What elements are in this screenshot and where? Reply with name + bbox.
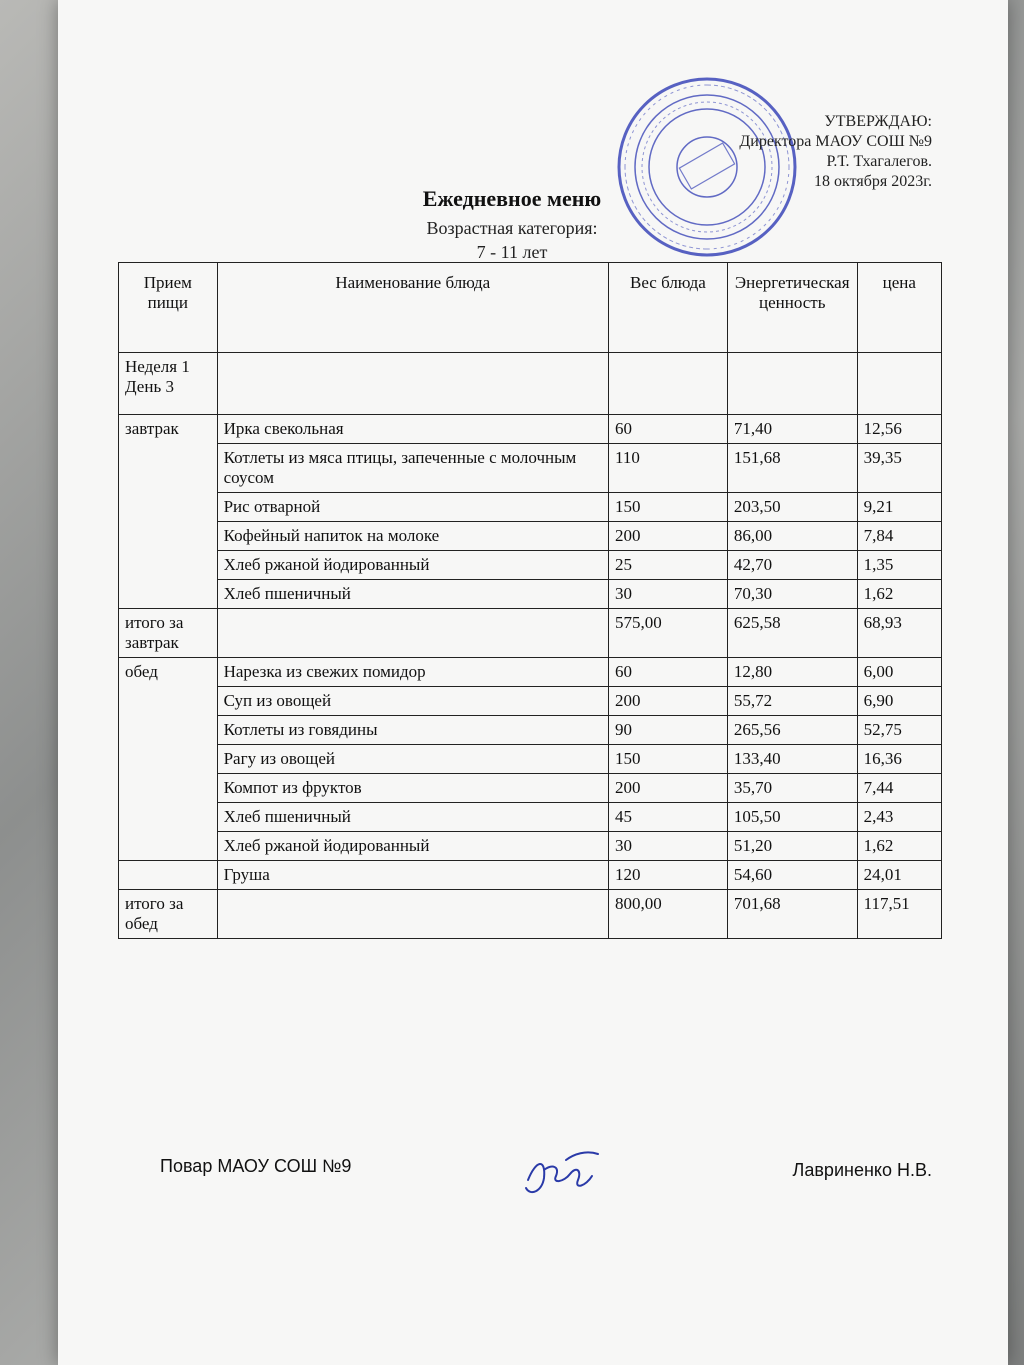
dish-name: Котлеты из мяса птицы, запеченные с молочным соусом xyxy=(217,444,608,493)
header-energy: Энергетическая ценность xyxy=(727,263,857,353)
age-category xyxy=(0,216,1024,264)
age-category-label: Возрастная категория: xyxy=(426,218,598,238)
dish-weight: 200 xyxy=(608,687,727,716)
approval-date: 18 октября 2023г. xyxy=(814,173,932,190)
dish-name: Хлеб ржаной йодированный xyxy=(217,551,608,580)
dish-energy: 35,70 xyxy=(727,774,857,803)
breakfast-label: завтрак xyxy=(119,415,218,609)
header-meal: Прием пищи xyxy=(119,263,218,353)
cook-name: Лавриненко Н.В. xyxy=(792,1160,932,1180)
breakfast-total-price: 68,93 xyxy=(857,609,941,658)
dish-weight: 120 xyxy=(608,861,727,890)
dish-weight: 30 xyxy=(608,832,727,861)
table-row xyxy=(119,658,942,687)
dish-energy: 265,56 xyxy=(727,716,857,745)
dish-weight: 200 xyxy=(608,774,727,803)
breakfast-total-energy: 625,58 xyxy=(727,609,857,658)
lunch-total-price: 117,51 xyxy=(857,890,941,939)
table-row xyxy=(119,522,942,551)
dish-name: Кофейный напиток на молоке xyxy=(217,522,608,551)
table-row xyxy=(119,774,942,803)
table-header-row xyxy=(119,263,942,353)
dish-weight: 200 xyxy=(608,522,727,551)
dish-energy: 133,40 xyxy=(727,745,857,774)
table-row xyxy=(119,803,942,832)
extra-row xyxy=(119,861,942,890)
dish-price: 16,36 xyxy=(857,745,941,774)
lunch-total-label: итого за обед xyxy=(119,890,218,939)
table-row xyxy=(119,687,942,716)
dish-price: 24,01 xyxy=(857,861,941,890)
table-row xyxy=(119,832,942,861)
dish-price: 12,56 xyxy=(857,415,941,444)
age-category-value: 7 - 11 лет xyxy=(476,242,548,262)
approval-position: Директора МАОУ СОШ №9 xyxy=(739,133,932,150)
menu-table xyxy=(118,262,942,939)
header-dish: Наименование блюда xyxy=(217,263,608,353)
lunch-total-energy: 701,68 xyxy=(727,890,857,939)
dish-weight: 60 xyxy=(608,415,727,444)
cook-position: Повар МАОУ СОШ №9 xyxy=(160,1156,352,1176)
table-row xyxy=(119,716,942,745)
lunch-total-weight: 800,00 xyxy=(608,890,727,939)
dish-weight: 45 xyxy=(608,803,727,832)
header-price: цена xyxy=(857,263,941,353)
breakfast-total-row xyxy=(119,609,942,658)
table-row xyxy=(119,580,942,609)
dish-weight: 90 xyxy=(608,716,727,745)
dish-energy: 71,40 xyxy=(727,415,857,444)
dish-name: Груша xyxy=(217,861,608,890)
dish-name: Ирка свекольная xyxy=(217,415,608,444)
dish-price: 1,62 xyxy=(857,832,941,861)
dish-weight: 150 xyxy=(608,493,727,522)
dish-energy: 12,80 xyxy=(727,658,857,687)
dish-energy: 70,30 xyxy=(727,580,857,609)
lunch-total-row xyxy=(119,890,942,939)
dish-energy: 151,68 xyxy=(727,444,857,493)
dish-price: 9,21 xyxy=(857,493,941,522)
dish-energy: 203,50 xyxy=(727,493,857,522)
dish-weight: 60 xyxy=(608,658,727,687)
dish-price: 39,35 xyxy=(857,444,941,493)
dish-name: Котлеты из говядины xyxy=(217,716,608,745)
dish-energy: 105,50 xyxy=(727,803,857,832)
dish-name: Рис отварной xyxy=(217,493,608,522)
dish-energy: 54,60 xyxy=(727,861,857,890)
dish-weight: 30 xyxy=(608,580,727,609)
dish-energy: 42,70 xyxy=(727,551,857,580)
week-day-row xyxy=(119,353,942,415)
week-day-label: Неделя 1 День 3 xyxy=(119,353,218,415)
lunch-label: обед xyxy=(119,658,218,861)
dish-weight: 150 xyxy=(608,745,727,774)
dish-name: Хлеб пшеничный xyxy=(217,803,608,832)
dish-price: 7,44 xyxy=(857,774,941,803)
dish-price: 52,75 xyxy=(857,716,941,745)
breakfast-total-label: итого за завтрак xyxy=(119,609,218,658)
dish-weight: 110 xyxy=(608,444,727,493)
table-row xyxy=(119,551,942,580)
header-weight: Вес блюда xyxy=(608,263,727,353)
dish-energy: 51,20 xyxy=(727,832,857,861)
dish-name: Нарезка из свежих помидор xyxy=(217,658,608,687)
dish-energy: 55,72 xyxy=(727,687,857,716)
dish-name: Рагу из овощей xyxy=(217,745,608,774)
breakfast-total-weight: 575,00 xyxy=(608,609,727,658)
table-row xyxy=(119,493,942,522)
dish-name: Хлеб пшеничный xyxy=(217,580,608,609)
document-title: Ежедневное меню xyxy=(422,186,602,211)
dish-price: 2,43 xyxy=(857,803,941,832)
approval-block xyxy=(739,112,932,192)
dish-name: Компот из фруктов xyxy=(217,774,608,803)
table-row xyxy=(119,415,942,444)
dish-price: 6,90 xyxy=(857,687,941,716)
dish-price: 6,00 xyxy=(857,658,941,687)
dish-price: 1,35 xyxy=(857,551,941,580)
approval-heading: УТВЕРЖДАЮ: xyxy=(824,113,932,130)
dish-name: Хлеб ржаной йодированный xyxy=(217,832,608,861)
table-row xyxy=(119,444,942,493)
handwritten-signature xyxy=(516,1140,606,1210)
dish-weight: 25 xyxy=(608,551,727,580)
dish-name: Суп из овощей xyxy=(217,687,608,716)
dish-price: 1,62 xyxy=(857,580,941,609)
dish-energy: 86,00 xyxy=(727,522,857,551)
approval-name: Р.Т. Тхагалегов. xyxy=(826,153,932,170)
table-row xyxy=(119,745,942,774)
dish-price: 7,84 xyxy=(857,522,941,551)
